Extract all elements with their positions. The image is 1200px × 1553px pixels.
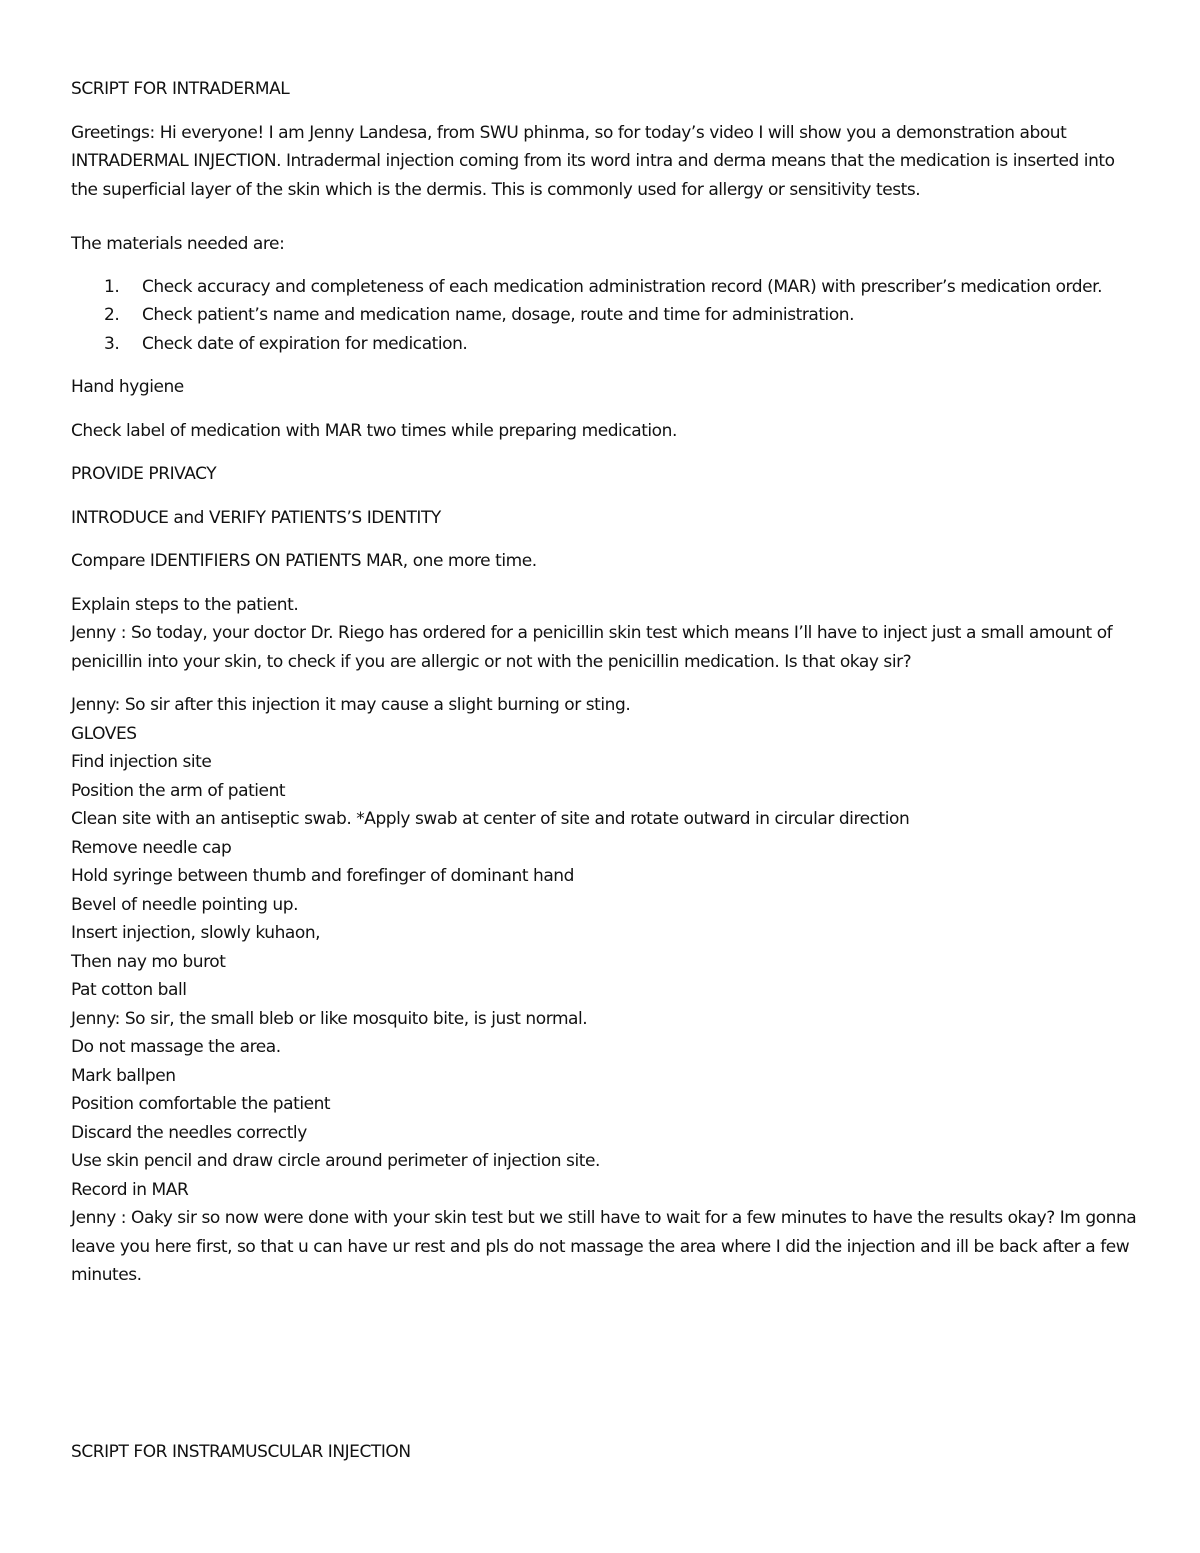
procedure-steps — [71, 691, 1140, 1290]
compare-line: Compare IDENTIFIERS ON PATIENTS MAR, one more time. — [71, 551, 537, 571]
list-item-text: Check date of expiration for medication. — [142, 333, 468, 354]
list-item-text: Check patient’s name and medication name, dosage, route and time for administration. — [142, 305, 855, 325]
materials-heading: The materials needed are: — [71, 234, 285, 254]
step-line: Then nay mo burot — [71, 951, 226, 972]
list-item-text: Check accuracy and completeness of each medication administration record (MAR) with prescriber’s medication order. — [142, 276, 1103, 297]
list-item — [71, 301, 1140, 330]
check-label-line: Check label of medication with MAR two times while preparing medication. — [71, 420, 677, 441]
step-line: Mark ballpen — [71, 1065, 176, 1086]
step-line: Bevel of needle pointing up. — [71, 894, 299, 915]
step-line: Position comfortable the patient — [71, 1094, 331, 1114]
step-line: Find injection site — [71, 752, 212, 772]
step-line: Clean site with an antiseptic swab. *Apply swab at center of site and rotate outward in circular direction — [71, 809, 910, 829]
materials-list — [71, 273, 1140, 359]
list-item — [71, 330, 1140, 359]
document-title: SCRIPT FOR INTRADERMAL — [71, 79, 290, 99]
introduce-line: INTRODUCE and VERIFY PATIENTS’S IDENTITY — [71, 507, 441, 528]
intro-paragraph: Greetings: Hi everyone! I am Jenny Landesa, from SWU phinma, so for today’s video I will show you a demonstration about INTRADERMAL INJECTION. Intradermal injection coming from its word intra and derma means that the medication is inserted into the superficial layer of the skin which is the dermis. This is commonly used for allergy or sensitivity tests. — [71, 122, 1115, 200]
step-line: Pat cotton ball — [71, 980, 187, 1000]
step-line: Position the arm of patient — [71, 780, 286, 801]
list-item — [71, 273, 1140, 302]
step-line: Insert injection, slowly kuhaon, — [71, 923, 321, 943]
list-number: 2. — [104, 305, 120, 325]
step-line: Discard the needles correctly — [71, 1122, 307, 1143]
hand-hygiene-line: Hand hygiene — [71, 377, 184, 397]
next-section-title: SCRIPT FOR INSTRAMUSCULAR INJECTION — [71, 1442, 411, 1462]
step-line: Jenny: So sir, the small bleb or like mosquito bite, is just normal. — [71, 1008, 588, 1029]
list-number: 1. — [104, 276, 120, 297]
step-line: Remove needle cap — [71, 837, 232, 858]
jenny-explain-paragraph: Jenny : So today, your doctor Dr. Riego has ordered for a penicillin skin test which means I’ll have to inject just a small amount of penicillin into your skin, to check if you are allergic or not with the penicillin medication. Is that okay sir? — [71, 623, 1113, 672]
step-line: Jenny : Oaky sir so now were done with your skin test but we still have to wait for a few minutes to have the results okay? Im gonna leave you here first, so that u can have ur rest and pls do not massage the area where I did the injection and ill be back after a few minutes. — [71, 1208, 1137, 1285]
step-line: Use skin pencil and draw circle around perimeter of injection site. — [71, 1151, 600, 1171]
step-line: GLOVES — [71, 723, 137, 744]
provide-privacy-line: PROVIDE PRIVACY — [71, 464, 217, 484]
step-line: Do not massage the area. — [71, 1037, 281, 1057]
list-number: 3. — [104, 333, 120, 354]
step-line: Jenny: So sir after this injection it may cause a slight burning or sting. — [71, 695, 631, 715]
explain-line: Explain steps to the patient. — [71, 594, 299, 615]
step-line: Hold syringe between thumb and forefinger of dominant hand — [71, 866, 574, 886]
step-line: Record in MAR — [71, 1179, 189, 1200]
